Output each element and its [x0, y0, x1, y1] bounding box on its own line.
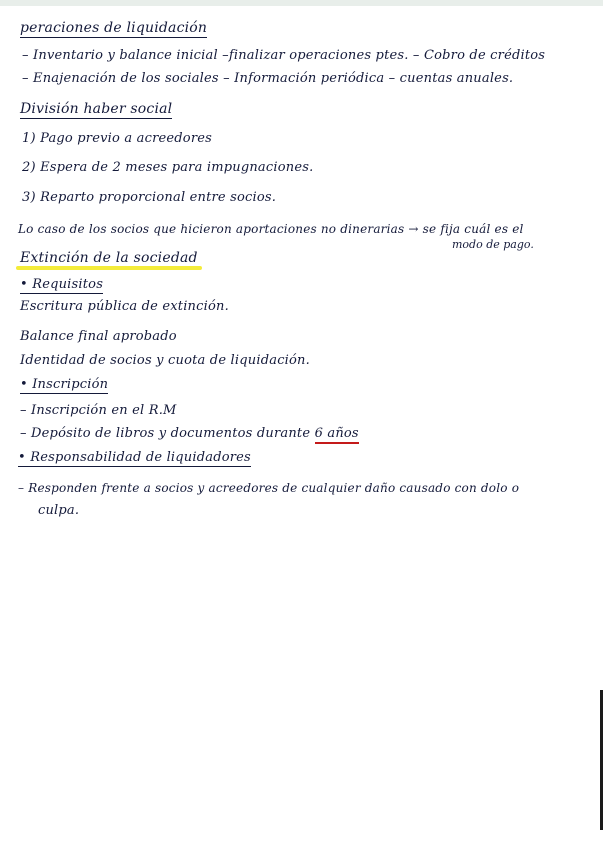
inscripcion-text: • Inscripción [20, 377, 109, 392]
line-aportaciones: Lo caso de los socios que hicieron aportaciones no dinerarias → se fija cuál es el [18, 222, 524, 236]
line-inventario: – Inventario y balance inicial –finalizar operaciones ptes. – Cobro de créditos [22, 48, 546, 63]
requisitos-text: • Requisitos [20, 277, 104, 292]
heading-division-text: División haber social [20, 101, 173, 117]
heading-extincion [20, 250, 198, 266]
deposito-text: – Depósito de libros y documentos durante [20, 426, 311, 441]
bullet-requisitos [20, 277, 103, 292]
step-1: 1) Pago previo a acreedores [22, 131, 213, 146]
responsabilidad-text: • Responsabilidad de liquidadores [18, 450, 251, 465]
line-escritura: Escritura pública de extinción. [20, 299, 229, 314]
bullet-inscripcion [20, 377, 108, 392]
step-3: 3) Reparto proporcional entre socios. [22, 190, 277, 205]
line-inscripcion-rm: – Inscripción en el R.M [20, 403, 177, 418]
line-identidad: Identidad de socios y cuota de liquidación. [20, 353, 310, 368]
step-2: 2) Espera de 2 meses para impugnaciones. [22, 160, 314, 175]
line-balance: Balance final aprobado [20, 329, 177, 344]
line-culpa: culpa. [38, 503, 80, 518]
line-enajenacion: – Enajenación de los sociales – Información periódica – cuentas anuales. [22, 71, 514, 86]
heading-division [20, 101, 172, 117]
line-responden: – Responden frente a socios y acreedores de cualquier daño causado con dolo o [18, 481, 520, 495]
seis-anos-text: 6 años [315, 426, 359, 444]
top-edge [0, 0, 603, 6]
title-text: peraciones de liquidación [20, 20, 208, 36]
title-operaciones [20, 20, 207, 36]
line-deposito [20, 426, 359, 441]
heading-extincion-text: Extinción de la sociedad [20, 250, 198, 266]
note-modo-pago: modo de pago. [452, 238, 534, 251]
bullet-responsabilidad [18, 450, 251, 465]
